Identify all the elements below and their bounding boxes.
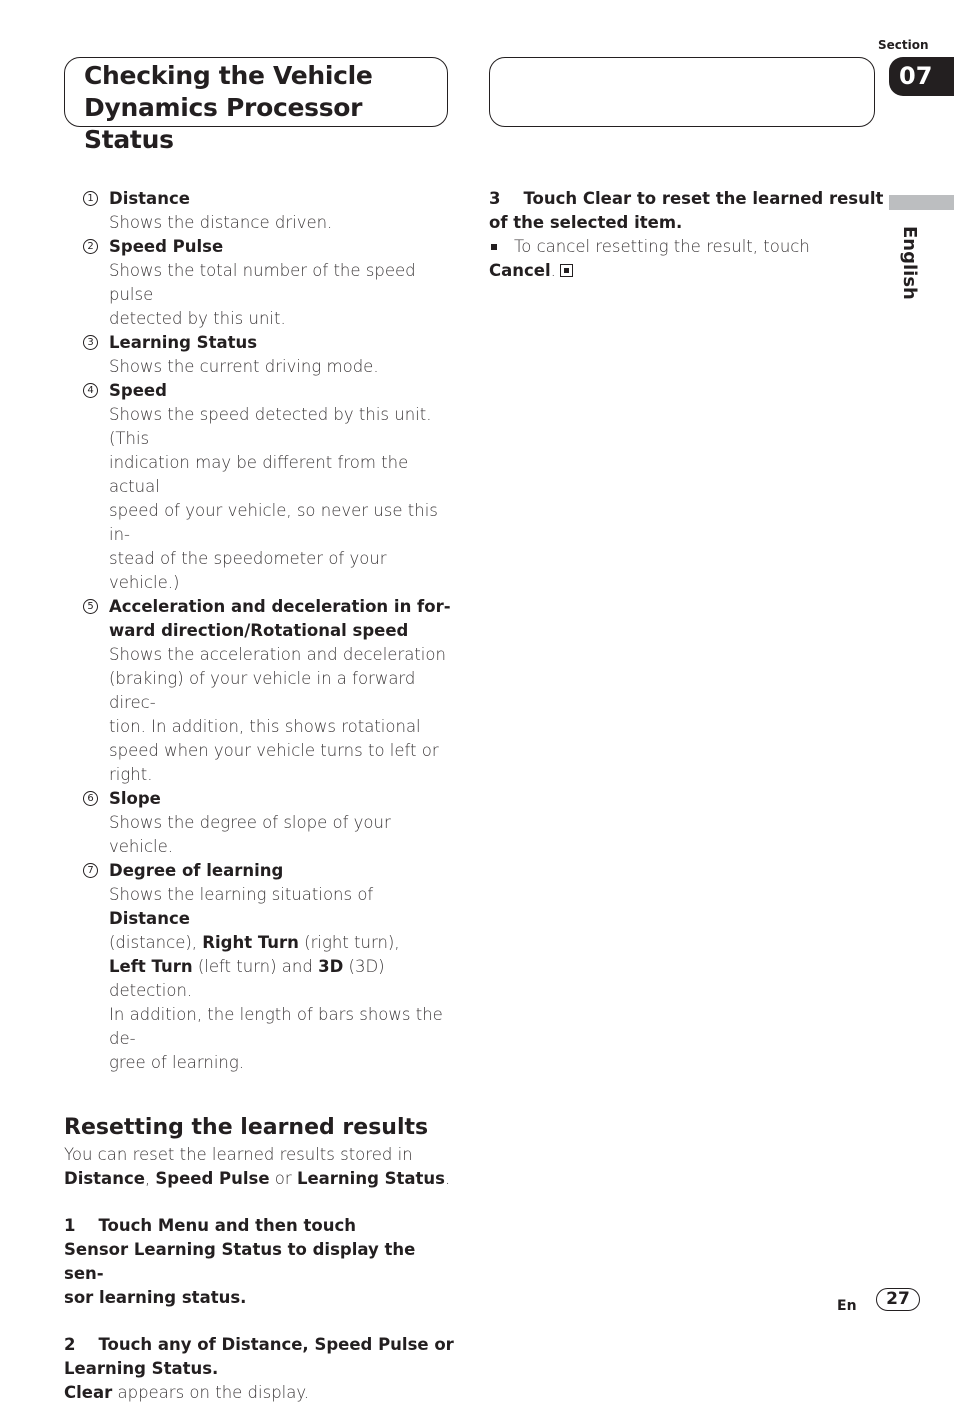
step-1: 1 Touch Menu and then touch Sensor Learning Status to display the sen- sor learning status. [64, 1216, 416, 1307]
step-2: 2 Touch any of Distance, Speed Pulse or Learning Status. [64, 1335, 454, 1378]
item-description: Shows the acceleration and deceleration (braking) of your vehicle in a forward direc- tion. In addition, this shows rotational speed when your vehicle turns to left or right. [109, 645, 446, 784]
resetting-intro: You can reset the learned results stored in Distance, Speed Pulse or Learning Status. [64, 1145, 451, 1188]
chapter-title-box [64, 57, 448, 154]
footer-language: En [837, 1298, 857, 1314]
item-description: Shows the total number of the speed pulse detected by this unit. [109, 261, 416, 328]
section-number-tab: 07 [889, 57, 954, 96]
item-number-marker: 6 [83, 791, 98, 806]
language-tab-bar [889, 195, 954, 210]
list-item [64, 787, 454, 859]
item-description: Shows the current driving mode. [109, 357, 379, 376]
item-title: Slope [109, 789, 161, 808]
header-empty-box [489, 57, 875, 127]
step-3: 3 Touch Clear to reset the learned result of the selected item. [489, 189, 884, 232]
item-title: Distance [109, 189, 190, 208]
list-item [64, 379, 454, 595]
item-number-marker: 5 [83, 599, 98, 614]
list-item [64, 331, 454, 379]
end-mark-icon [560, 264, 573, 277]
list-item [64, 187, 454, 235]
bullet-square-icon [491, 244, 497, 250]
item-description: Shows the degree of slope of your vehicle. [109, 813, 391, 856]
list-item [64, 595, 454, 787]
item-number-marker: 2 [83, 239, 98, 254]
resetting-heading: Resetting the learned results [64, 1115, 429, 1140]
item-number-marker: 3 [83, 335, 98, 350]
page-number: 27 [876, 1288, 920, 1311]
item-number-marker: 7 [83, 863, 98, 878]
list-item [64, 859, 454, 1075]
language-label: English [899, 226, 920, 300]
cancel-note: To cancel resetting the result, touch [489, 235, 869, 259]
item-description: Shows the distance driven. [109, 213, 333, 232]
item-title: Learning Status [109, 333, 258, 352]
step-2-result: Clear appears on the display. [64, 1383, 310, 1402]
cancel-note-cont: Cancel. [489, 259, 869, 283]
section-label: Section [878, 38, 929, 52]
left-column [64, 187, 454, 1405]
item-description: Shows the learning situations of Distance (distance), Right Turn (right turn), Left Turn (left turn) and 3D (3D) detection. In addition, the length of bars shows the de- gree of learning. [109, 885, 443, 1072]
item-title: Speed [109, 381, 167, 400]
item-number-marker: 4 [83, 383, 98, 398]
item-number-marker: 1 [83, 191, 98, 206]
right-column [489, 187, 884, 283]
item-description: Shows the speed detected by this unit. (This indication may be different from the actual speed of your vehicle, so never use this in- stead of the speedometer of your vehicle.) [109, 405, 438, 592]
item-title: Acceleration and deceleration in for- ward direction/Rotational speed [109, 597, 451, 640]
item-title: Speed Pulse [109, 237, 224, 256]
item-title: Degree of learning [109, 861, 284, 880]
list-item [64, 235, 454, 331]
chapter-title: Checking the Vehicle Dynamics Processor Status [84, 61, 373, 154]
